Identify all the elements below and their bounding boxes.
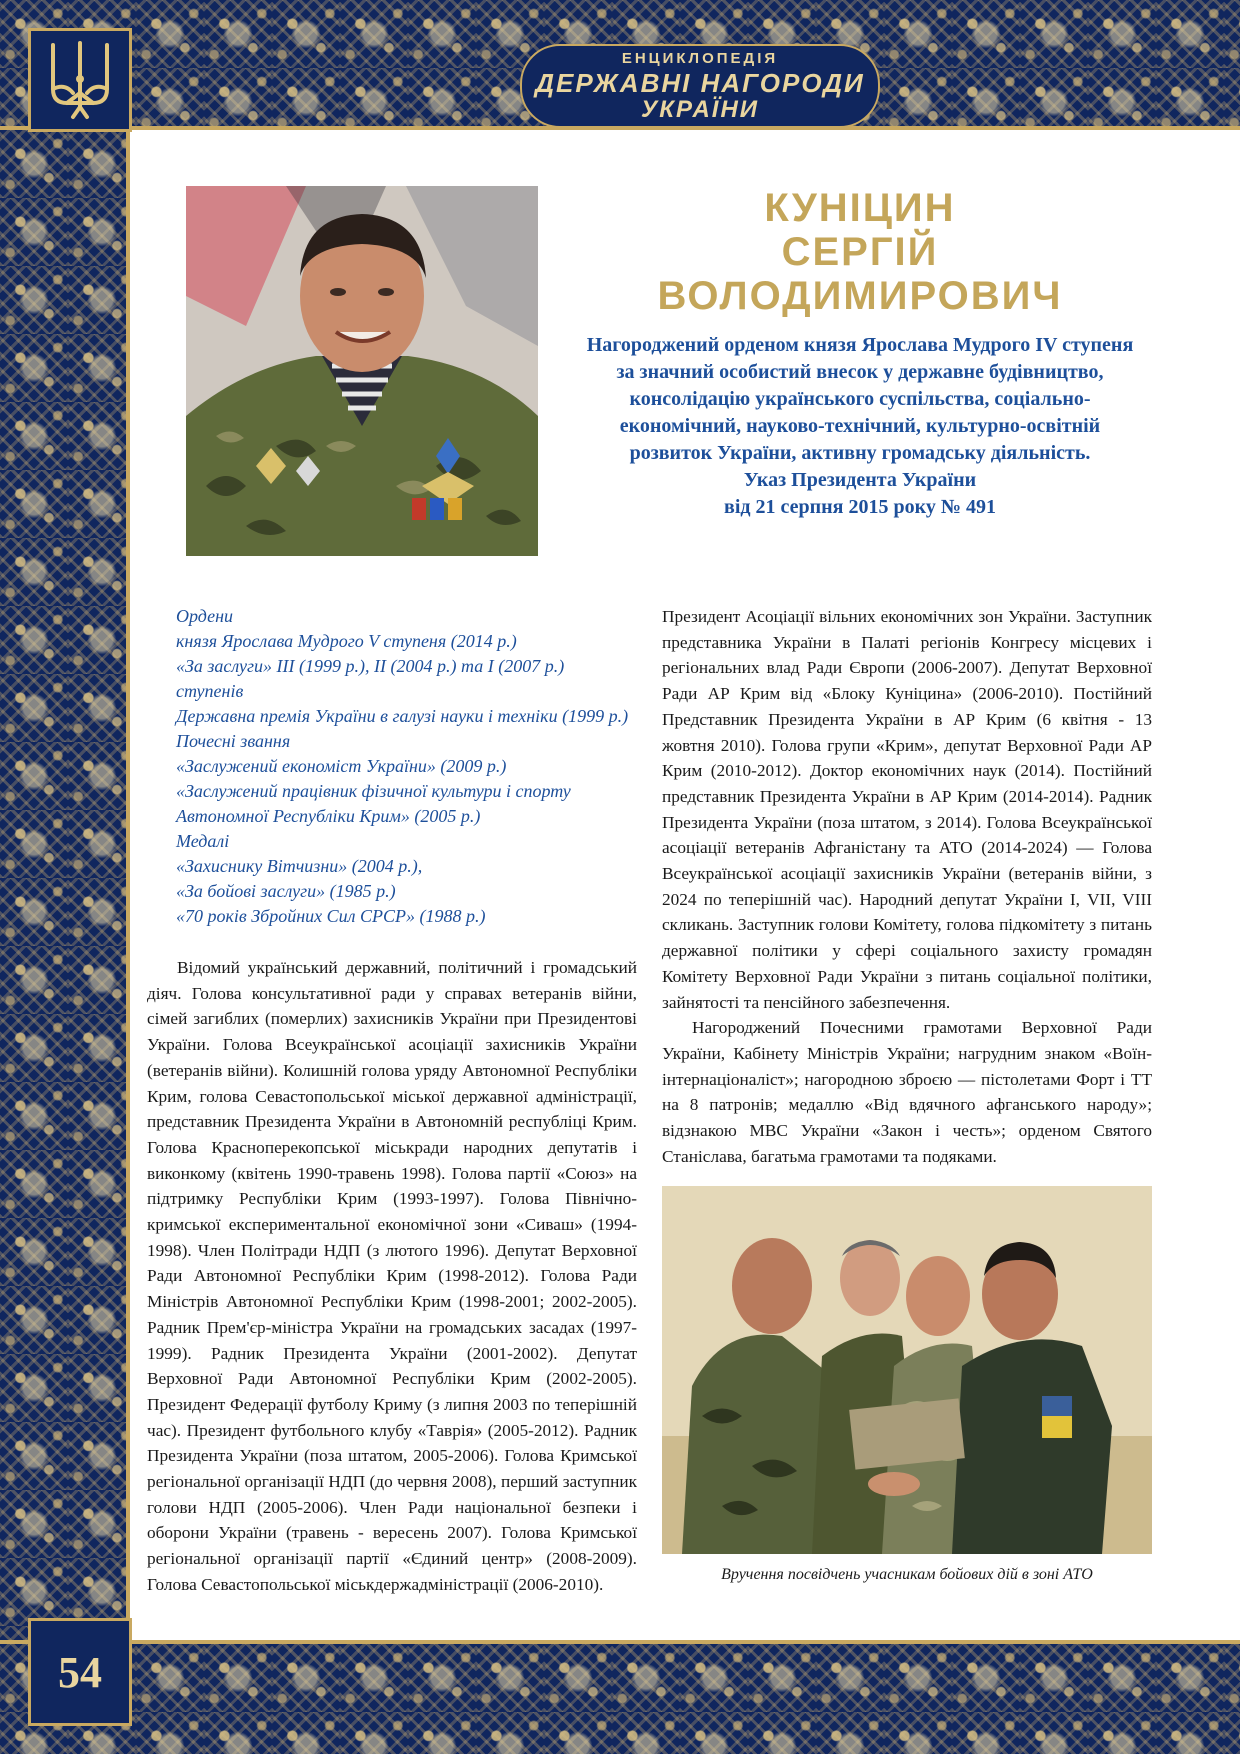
awards-list-item: «За заслуги» III (1999 р.), II (2004 р.) та I (2007 р.) [176,656,565,676]
person-header [560,186,1160,521]
award-statement-line: економічний, науково-технічний, культурно-освітній [619,415,1101,437]
page-number-box [28,1618,132,1726]
person-patronymic: ВОЛОДИМИРОВИЧ [657,274,1063,318]
ceremony-illustration [662,1186,1152,1554]
awards-list-item: «За бойові заслуги» (1985 р.) [176,881,396,901]
biography-paragraph: Президент Асоціації вільних економічних зон України. Заступник представника України в Палаті регіонів Конгресу місцевих і регіональних влад Ради Європи (2006-2007). Депутат Верховної Ради АР Крим від «Блоку Куніцина» (2006-2010). Постійний Представник Президента України в АР Крим (6 квітня - 13 жовтня 2010). Голова групи «Крим», депутат Верховної Ради АР Крим (2010-2012). Доктор економічних наук (2014). Постійний представник Президента України в АР Крим (2014-2014). Радник Президента України (поза штатом, з 2014). Голова Всеукраїнської асоціації ветеранів Афганістану та АТО (2014-2024) — Голова Всеукраїнської асоціації захисників України (ветеранів війни, з 2024 по теперішній час). Народний депутат України І, VII, VIII скликань. Заступник голови Комітету, голова підкомітету з питань державної політики у сфері соціального захисту громадян Комітету Верховної Ради України з питань соціальної політики, зайнятості та пенсійного забезпечення. [662,607,1152,1012]
page-number: 54 [58,1647,102,1697]
awards-list-item: «70 років Збройних Сил СРСР» (1988 р.) [176,906,486,926]
awards-list-item: Почесні звання [176,731,291,751]
biography-paragraph: Відомий український державний, політичний і громадський діяч. Голова консультативної ради у справах ветеранів війни, сімей загиблих (померлих) захисників України при Президентові України. Голова Всеукраїнської асоціації захисників України (ветеранів війни). Колишній голова уряду Автономної Республіки Крим, голова Севастопольської міської державної адміністрації, представник Президента України в Автономній республіці Крим. Голова Красноперекопської міськради народних депутатів і виконкому (квітень 1990-травень 1998). Голова партії «Союз» на підтримку Республіки Крим (1993-1997). Голова Північно-кримської експериментальної економічної зони «Сиваш» (1994-1998). Член Політради НДП (з лютого 1996). Депутат Верховної Ради Автономної Республіки Крим (1998-2012). Голова Ради Міністрів Автономної Республіки Крим (1998-2001; 2002-2005). Радник Прем'єр-міністра України на громадських засадах (1997-1999). Радник Президента України (2001-2002). Депутат Верховної Ради Автономної Республіки Крим (2002-2005). Президент Федерації футболу Криму (з липня 2003 по теперішній час). Президент футбольного клубу «Таврія» (2005-2012). Радник Президента України (поза штатом, 2005-2006). Голова Кримської регіональної організації НДП (до червня 2008), перший заступник голови НДП (2005-2006). Член Ради національної безпеки і оборони України (травень - вересень 2007). Голова Кримської регіональної організації партії «Єдиний центр» (2008-2009). Голова Севастопольської міськдержадміністрації (2006-2010). [147,958,637,1594]
award-statement [560,332,1160,521]
person-surname: КУНІЦИН [764,186,956,230]
decree-title: Указ Президента України [743,469,977,491]
award-statement-line: консолідацію українського суспільства, соціально- [629,388,1091,410]
biography-paragraph: Нагороджений Почесними грамотами Верховної Ради України, Кабінету Міністрів України; нагрудним знаком «Воїн-інтернаціоналіст»; нагородною зброєю — пістолетами Форт і ТТ на 8 патронів; медаллю «Від вдячного афганського народу»; відзнакою МВС України «Закон і честь»; орденом Святого Станіслава, багатьма грамотами та подяками. [662,1018,1152,1166]
decree-date: від 21 серпня 2015 року № 491 [724,496,996,518]
masthead-title-line1: ДЕРЖАВНІ НАГОРОДИ [535,67,865,98]
awards-list [176,604,646,929]
awards-list-item: «Захиснику Вітчизни» (2004 р.), [176,856,423,876]
trident-emblem [28,28,132,132]
ornamental-border-bottom [0,1640,1240,1754]
biography-right-column [662,604,1152,1169]
awards-list-item: князя Ярослава Мудрого V ступеня (2014 р.) [176,631,517,651]
portrait-illustration [186,186,538,556]
masthead-title-line2: УКРАЇНИ [640,95,760,123]
encyclopedia-masthead [520,44,880,128]
ornamental-border-left [0,130,130,1640]
portrait-photo [186,186,538,556]
award-statement-line: Нагороджений орденом князя Ярослава Мудрого IV ступеня [586,334,1134,356]
biography-left-column [147,955,637,1598]
person-first-name: СЕРГІЙ [781,230,939,274]
awards-list-item: Державна премія України в галузі науки і техніки (1999 р.) [176,706,629,726]
ceremony-photo [662,1186,1152,1554]
awards-list-item: Ордени [176,606,234,626]
awards-list-item: «Заслужений працівник фізичної культури і спорту [176,781,571,801]
awards-list-item: Автономної Республіки Крим» (2005 р.) [176,806,481,826]
photo-caption: Вручення посвідчень учасникам бойових дій в зоні АТО [721,1566,1093,1583]
award-statement-line: за значний особистий внесок у державне будівництво, [616,361,1104,383]
award-statement-line: розвиток України, активну громадську діяльність. [629,442,1091,464]
awards-list-item: Медалі [176,831,230,851]
series-label: ЕНЦИКЛОПЕДІЯ [621,49,779,67]
awards-list-item: ступенів [176,681,244,701]
trident-icon [45,37,115,123]
awards-list-item: «Заслужений економіст України» (2009 р.) [176,756,507,776]
